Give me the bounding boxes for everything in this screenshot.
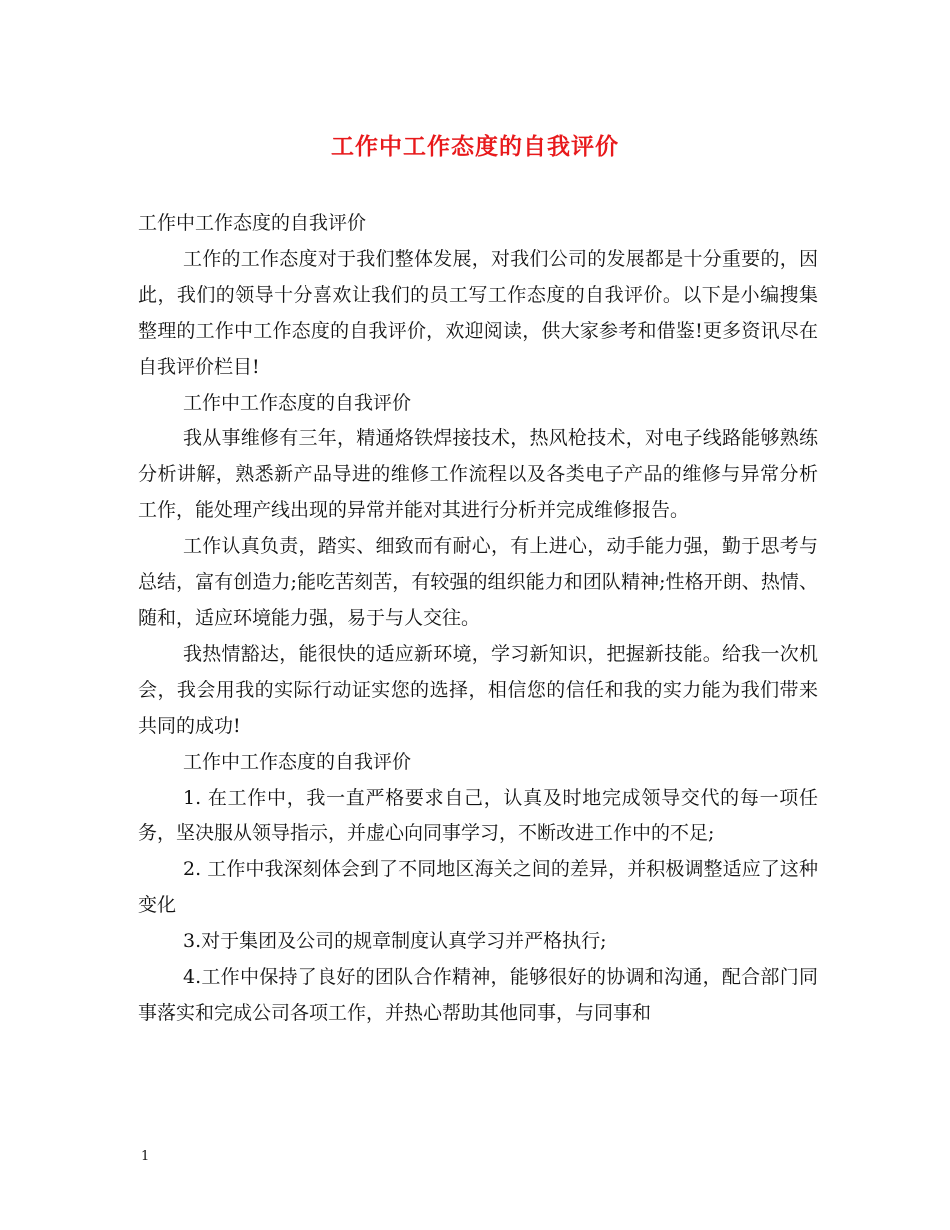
- paragraph: 工作的工作态度对于我们整体发展，对我们公司的发展都是十分重要的，因此，我们的领导十分喜欢让我们的员工写工作态度的自我评价。以下是小编搜集整理的工作中工作态度的自我评价，欢迎阅读，供大家参考和借鉴!更多资讯尽在自我评价栏目!: [138, 247, 818, 378]
- document-body: [138, 206, 818, 1032]
- paragraph: 我热情豁达，能很快的适应新环境，学习新知识，把握新技能。给我一次机会，我会用我的实际行动证实您的选择，相信您的信任和我的实力能为我们带来共同的成功!: [138, 642, 818, 737]
- list-item: 4.工作中保持了良好的团队合作精神，能够很好的协调和沟通，配合部门同事落实和完成公司各项工作，并热心帮助其他同事，与同事和: [138, 966, 818, 1024]
- paragraph: 工作中工作态度的自我评价: [138, 212, 367, 234]
- section-heading: 工作中工作态度的自我评价: [183, 391, 412, 414]
- list-item: 2. 工作中我深刻体会到了不同地区海关之间的差异，并积极调整适应了这种变化: [138, 858, 818, 917]
- paragraph: 我从事维修有三年，精通烙铁焊接技术，热风枪技术，对电子线路能够熟练分析讲解，熟悉新产品导进的维修工作流程以及各类电子产品的维修与异常分析工作，能处理产线出现的异常并能对其进行分析并完成维修报告。: [138, 427, 818, 522]
- page-number: 1: [141, 1149, 150, 1164]
- page-title: 工作中工作态度的自我评价: [331, 133, 619, 160]
- list-item: 1. 在工作中，我一直严格要求自己，认真及时地完成领导交代的每一项任务，坚决服从领导指示，并虚心向同事学习，不断改进工作中的不足;: [138, 786, 818, 845]
- paragraph: 工作认真负责，踏实、细致而有耐心，有上进心，动手能力强，勤于思考与总结，富有创造力;能吃苦刻苦，有较强的组织能力和团队精神;性格开朗、热情、随和，适应环境能力强，易于与人交往。: [138, 535, 818, 629]
- list-item: 3.对于集团及公司的规章制度认真学习并严格执行;: [183, 930, 607, 953]
- section-heading: 工作中工作态度的自我评价: [183, 750, 412, 773]
